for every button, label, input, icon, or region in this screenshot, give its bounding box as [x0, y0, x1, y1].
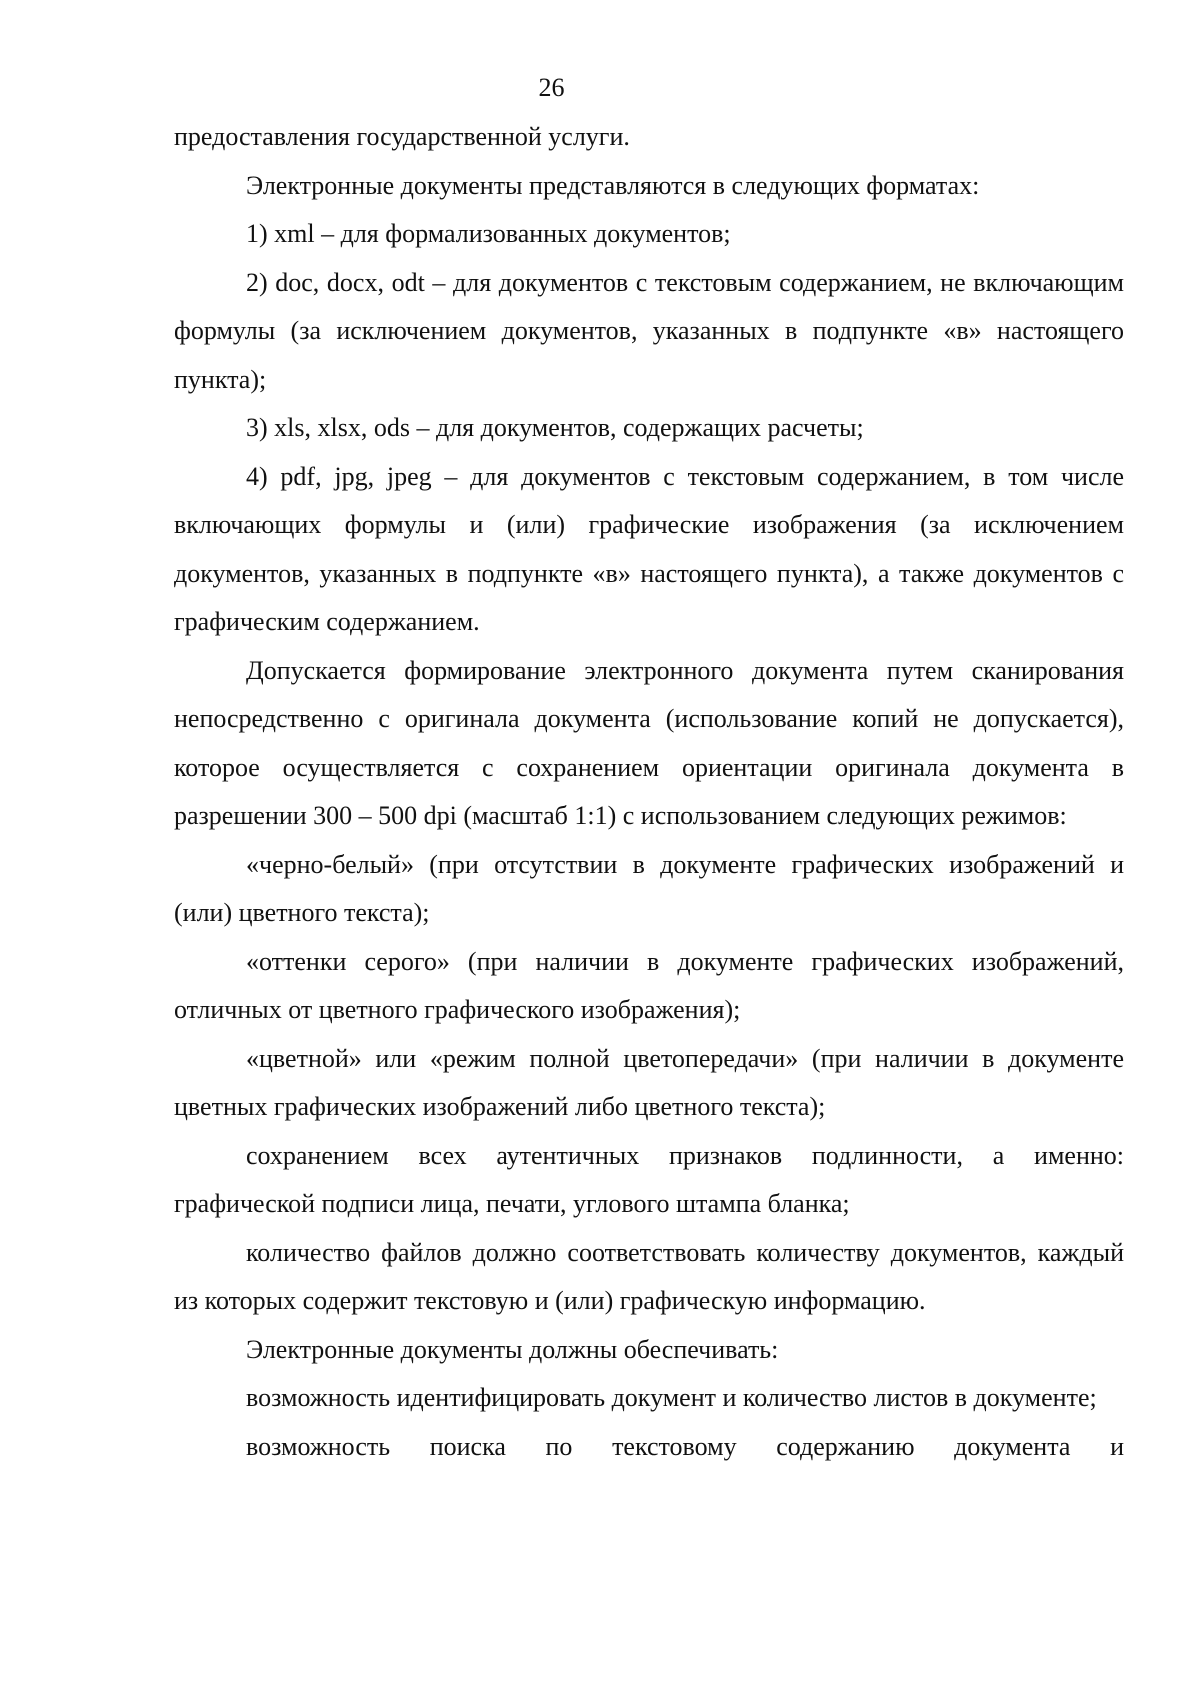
paragraph-format-xml: 1) xml – для формализованных документов; — [246, 219, 731, 248]
document-body — [174, 113, 1124, 1471]
paragraph-format-doc: 2) doc, docx, odt – для документов с текстовым содержанием, не включающим формулы (за исключением документов, указанных в подпункте «в» настоящего пункта); — [174, 267, 1124, 394]
paragraph-identify: возможность идентифицировать документ и количество листов в документе; — [246, 1383, 1097, 1412]
paragraph-mode-color: «цветной» или «режим полной цветопередачи» (при наличии в документе цветных графических изображений либо цветного текста); — [174, 1043, 1124, 1121]
paragraph-format-xls: 3) xls, xlsx, ods – для документов, содержащих расчеты; — [246, 413, 864, 442]
paragraph-scanning: Допускается формирование электронного документа путем сканирования непосредственно с оригинала документа (использование копий не допускается), которое осуществляется с сохранением ориентации оригинала документа в разрешении 300 – 500 dpi (масштаб 1:1) с использованием следующих режимов: — [174, 655, 1124, 830]
paragraph-mode-bw: «черно-белый» (при отсутствии в документе графических изображений и (или) цветного текста); — [174, 849, 1124, 927]
paragraph-mode-grayscale: «оттенки серого» (при наличии в документе графических изображений, отличных от цветного графического изображения); — [174, 946, 1124, 1024]
paragraph-formats-intro: Электронные документы представляются в следующих форматах: — [246, 170, 980, 200]
paragraph-authenticity: сохранением всех аутентичных признаков подлинности, а именно: графической подписи лица, печати, углового штампа бланка; — [174, 1140, 1124, 1218]
paragraph-requirements-intro: Электронные документы должны обеспечивать: — [246, 1334, 779, 1364]
paragraph-file-count: количество файлов должно соответствовать количеству документов, каждый из которых содержит текстовую и (или) графическую информацию. — [174, 1237, 1124, 1315]
paragraph-continuation: предоставления государственной услуги. — [174, 122, 630, 151]
paragraph-format-pdf: 4) pdf, jpg, jpeg – для документов с текстовым содержанием, в том числе включающих формулы и (или) графические изображения (за исключением документов, указанных в подпункте «в» настоящего пункта), а также документов с графическим содержанием. — [174, 461, 1124, 636]
page-number: 26 — [538, 73, 565, 102]
paragraph-search: возможность поиска по текстовому содержанию документа и — [246, 1431, 1124, 1461]
